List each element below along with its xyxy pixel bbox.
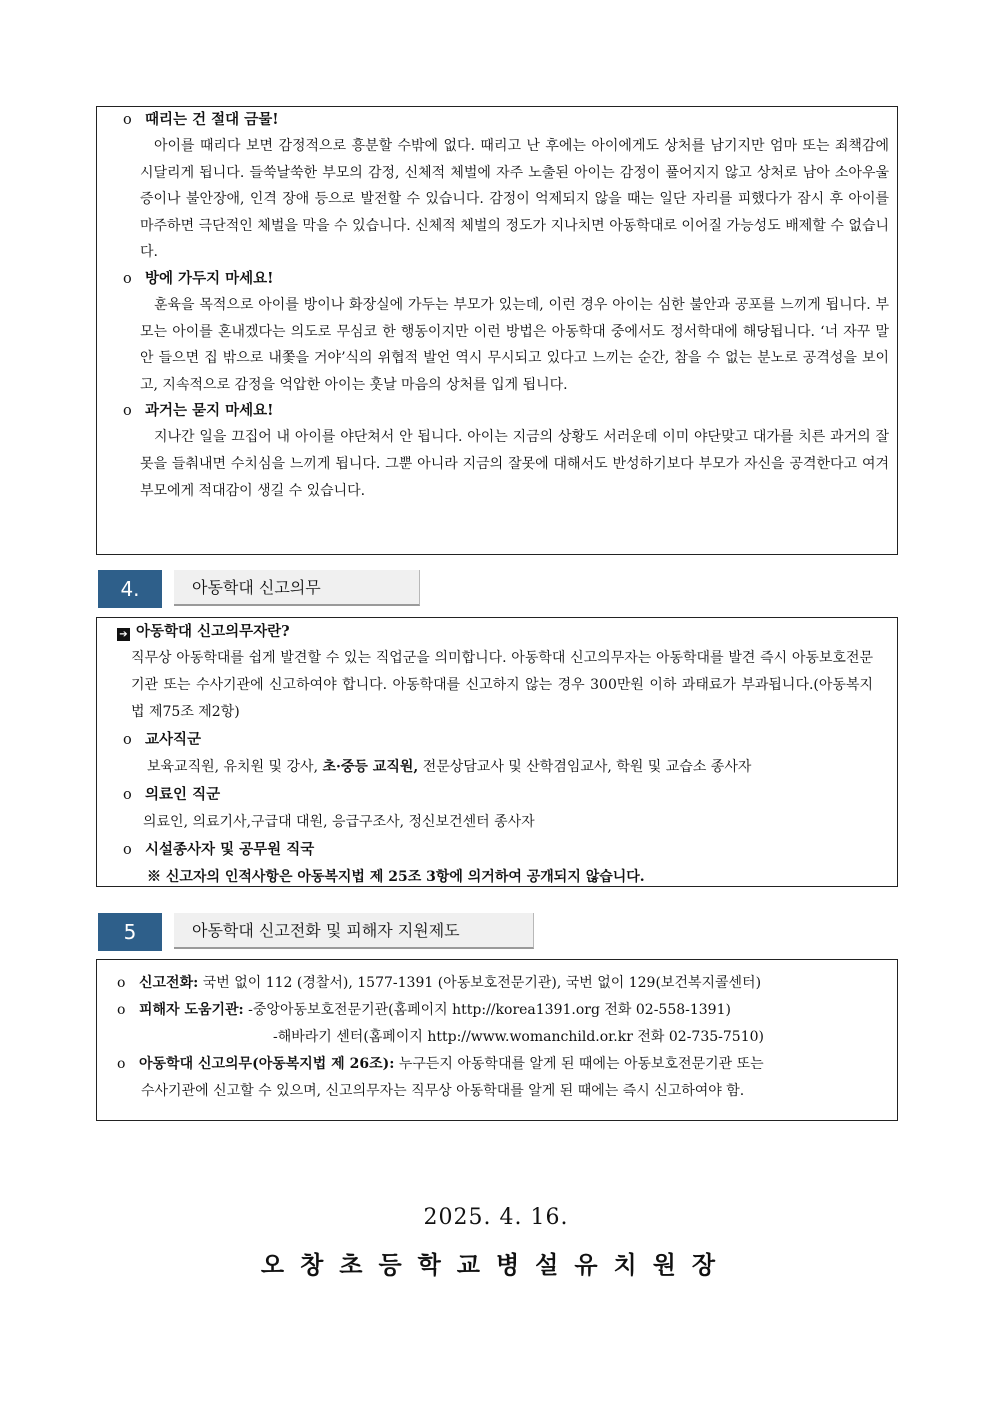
group-list-text: 보육교직원, 유치원 및 강사, [147, 759, 323, 775]
bullet-marker: o [117, 975, 126, 991]
section-number: 4. [98, 570, 162, 608]
privacy-note: ※ 신고자의 인적사항은 아동복지법 제 25조 3항에 의거하여 공개되지 않습니다. [147, 869, 645, 885]
bullet-marker: o [123, 270, 132, 287]
reporting-duty-box [96, 617, 898, 887]
group-heading [117, 836, 873, 864]
group-list-text: 의료인, 의료기사,구급대 대원, 응급구조사, 정신보건센터 종사자 [143, 814, 535, 830]
bullet-marker: o [123, 403, 132, 420]
tip-item [123, 398, 889, 504]
duty-text: 누구든지 아동학대를 알게 된 때에는 아동보호전문기관 또는 [394, 1056, 764, 1072]
group-title: 시설종사자 및 공무원 직국 [145, 841, 315, 858]
tip-heading-text: 과거는 묻지 마세요! [145, 402, 274, 420]
document-date: 2025. 4. 16. [423, 1205, 569, 1230]
support-line [117, 997, 873, 1024]
group-title: 교사직군 [145, 731, 202, 748]
tip-text [123, 133, 889, 266]
bullet-marker: o [117, 1056, 126, 1072]
tip-heading [123, 266, 889, 292]
tip-text [123, 424, 889, 504]
group-heading [117, 726, 873, 754]
section-number: 5 [98, 913, 162, 951]
hotline-label: 신고전화: [139, 975, 199, 991]
tip-heading-text: 방에 가두지 마세요! [145, 269, 274, 287]
support-text: -중앙아동보호전문기관(홈페이지 http://korea1391.org 전화 02-558-1391) [243, 1002, 731, 1018]
bullet-marker: o [123, 112, 132, 128]
reporting-duty-intro: 직무상 아동학대를 쉽게 발견할 수 있는 직업군을 의미합니다. 아동학대 신고의무자는 아동학대를 발견 즉시 아동보호전문기관 또는 수사기관에 신고하여야 합니다. 아동학대를 신고하지 않는 경우 300만원 이하 과태료가 부과됩니다.(아동복지법 제75조 제2항) [131, 650, 873, 720]
hotline-line [117, 970, 873, 997]
group-list [117, 754, 873, 781]
duty-line [117, 1051, 873, 1078]
bullet-marker: o [123, 732, 132, 748]
tip-heading-text: 때리는 건 절대 금물! [145, 111, 279, 128]
hotline-text: 국번 없이 112 (경찰서), 1577-1391 (아동보호전문기관), 국번 없이 129(보건복지콜센터) [198, 975, 762, 991]
tip-item [123, 107, 889, 266]
tip-body: 지나간 일을 끄집어 내 아이를 야단쳐서 안 됩니다. 아이는 지금의 상황도 서러운데 이미 야단맞고 대가를 치른 과거의 잘못을 들춰내면 수치심을 느끼게 됩니다. 그뿐 아니라 지금의 잘못에 대해서도 반성하기보다 부모가 자신을 공격한다고 여겨 부모에게 적대감이 생길 수 있습니다. [140, 429, 889, 499]
reporting-duty-heading-text: 아동학대 신고의무자란? [136, 623, 290, 640]
tip-item [123, 266, 889, 398]
parenting-tips-box [96, 106, 898, 555]
hotline-box [96, 959, 898, 1121]
group-list-text-after: 전문상담교사 및 산학겸임교사, 학원 및 교습소 종사자 [418, 759, 752, 775]
reporting-duty-heading [117, 618, 873, 645]
duty-label: 아동학대 신고의무(아동복지법 제 26조): [139, 1056, 395, 1072]
support-line-continued: -해바라기 센터(홈페이지 http://www.womanchild.or.kr 전화 02-735-7510) [273, 1029, 764, 1045]
tip-heading [123, 398, 889, 424]
tip-body: 훈육을 목적으로 아이를 방이나 화장실에 가두는 부모가 있는데, 이런 경우 아이는 심한 불안과 공포를 느끼게 됩니다. 부모는 아이를 혼내겠다는 의도로 무심코 한 행동이지만 이런 방법은 아동학대 중에서도 정서학대에 해당됩니다. ‘너 자꾸 말 안 들으면 집 밖으로 내쫓을 거야’식의 위협적 발언 역시 무시되고 있다고 느끼는 순간, 참을 수 없는 분노로 공격성을 보이고, 지속적으로 감정을 억압한 아이는 훗날 마음의 상처를 입게 됩니다. [140, 296, 889, 393]
group-list-bold: 초·중등 교직원, [322, 759, 419, 775]
support-label: 피해자 도움기관: [139, 1002, 244, 1018]
tip-heading [123, 107, 889, 133]
group-title: 의료인 직군 [145, 786, 221, 803]
bullet-marker: o [123, 787, 132, 803]
duty-line-continued: 수사기관에 신고할 수 있으며, 신고의무자는 직무상 아동학대를 알게 된 때에는 즉시 신고하여야 함. [141, 1083, 745, 1099]
section-title: 아동학대 신고의무 [174, 570, 420, 606]
arrow-right-icon: ➔ [117, 628, 130, 641]
tip-text [123, 292, 889, 398]
bullet-marker: o [117, 1002, 126, 1018]
tip-body: 아이를 때리다 보면 감정적으로 흥분할 수밖에 없다. 때리고 난 후에는 아이에게도 상처를 남기지만 엄마 또는 죄책감에 시달리게 됩니다. 들쑥날쑥한 부모의 감정, 신체적 체벌에 자주 노출된 아이는 감정이 풀어지지 않고 상처로 남아 소아우울증이나 불안장애, 인격 장애 등으로 발전할 수 있습니다. 감정이 억제되지 않을 때는 일단 자리를 피했다가 잠시 후 아이를 마주하면 극단적인 체벌을 막을 수 있습니다. 신체적 체벌의 정도가 지나치면 아동학대로 이어질 가능성도 배제할 수 없습니다. [140, 138, 889, 261]
bullet-marker: o [123, 842, 132, 858]
signature: 오창초등학교병설유치원장 [260, 1250, 732, 1279]
group-heading [117, 781, 873, 809]
group-list [117, 809, 873, 836]
section-title: 아동학대 신고전화 및 피해자 지원제도 [174, 913, 534, 949]
